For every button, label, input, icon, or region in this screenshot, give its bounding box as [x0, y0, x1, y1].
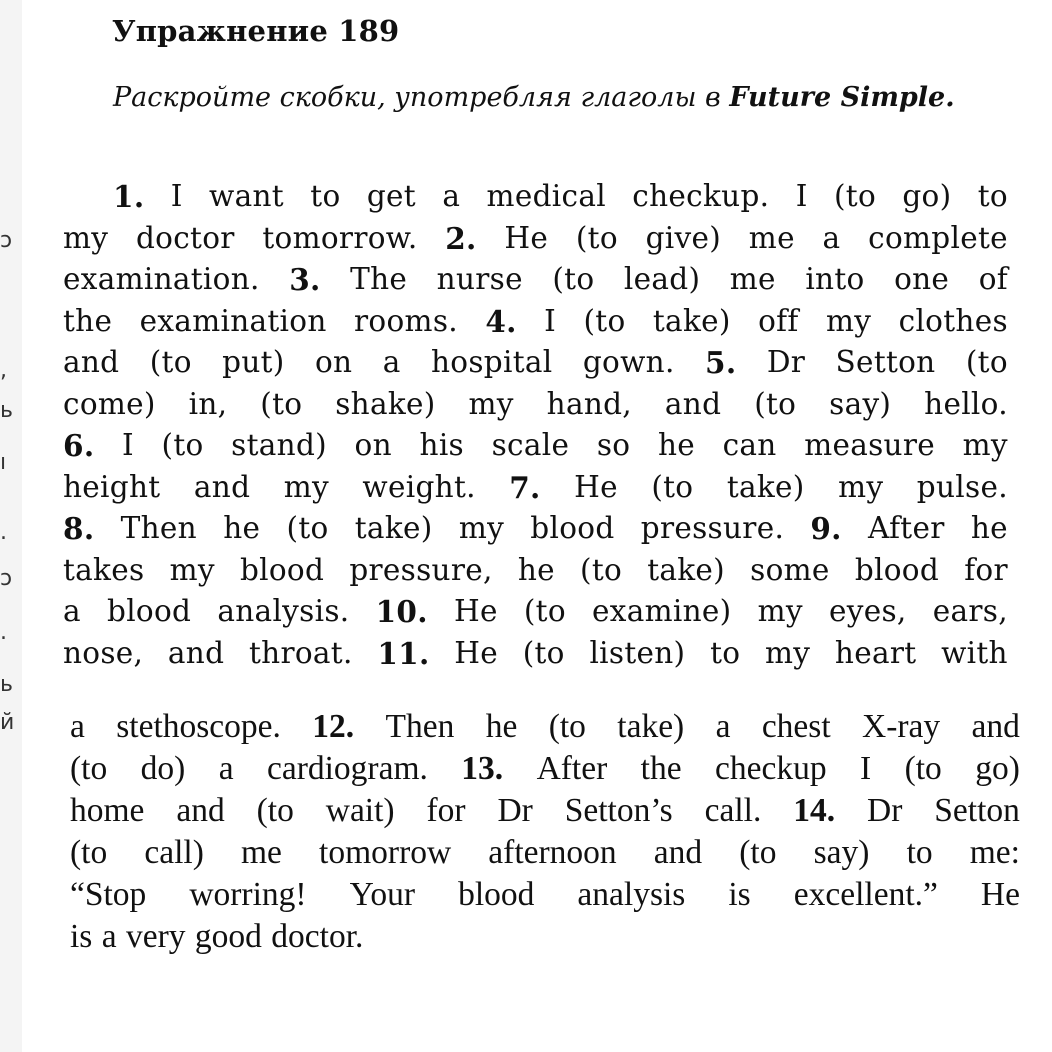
word: He: [454, 635, 499, 670]
word: to: [977, 179, 1008, 213]
word: on: [314, 345, 353, 379]
word: I: [544, 303, 557, 338]
word: so: [596, 428, 631, 462]
instruction-text: Раскройте скобки, употребляя глаголы в: [113, 82, 721, 113]
word: stethoscope.: [116, 708, 281, 745]
word: stand): [231, 428, 327, 462]
margin-mark: ь: [0, 398, 13, 423]
word: a: [442, 179, 461, 213]
word: (to: [70, 834, 108, 871]
word: (to: [575, 220, 618, 255]
word: (to: [754, 386, 797, 421]
word: very: [125, 918, 186, 955]
word: and: [63, 345, 120, 379]
word: He: [453, 594, 498, 628]
word: analysis.: [217, 594, 350, 628]
word: a: [70, 708, 85, 745]
word: (to: [548, 708, 586, 745]
word: shake): [335, 386, 436, 421]
word: pressure,: [349, 552, 493, 587]
word: blood: [854, 552, 940, 587]
item-number: 3.: [289, 262, 321, 297]
word: scale: [491, 428, 570, 462]
word: go): [975, 750, 1020, 787]
word: a: [715, 708, 731, 745]
text-line: [63, 591, 1008, 633]
word: Dr: [867, 792, 903, 829]
word: me: [729, 262, 776, 296]
word: (to: [260, 386, 303, 421]
word: blood: [458, 876, 535, 913]
text-line: [63, 301, 1008, 343]
text-line: [70, 790, 1020, 832]
word: chest: [761, 708, 831, 745]
word: pulse.: [916, 469, 1008, 504]
word: give): [645, 220, 722, 255]
word: Dr: [497, 792, 533, 829]
text-line: [70, 916, 1020, 958]
item-number: 11.: [377, 635, 430, 671]
word: eyes,: [828, 594, 907, 628]
word: he: [223, 511, 261, 545]
word: He: [504, 220, 549, 255]
margin-mark: ɔ: [0, 566, 13, 591]
word: the: [640, 750, 682, 787]
word: Then: [120, 511, 197, 545]
word: my: [169, 552, 215, 587]
item-number: 9.: [810, 511, 842, 546]
word: on: [354, 428, 392, 462]
word: Setton: [835, 345, 936, 379]
text-line: [63, 467, 1008, 509]
word: and: [193, 469, 251, 504]
word: Dr: [766, 345, 806, 379]
margin-mark: ı: [0, 450, 7, 475]
word: Setton: [934, 792, 1020, 829]
word: tomorrow.: [262, 220, 418, 255]
word: good: [194, 918, 262, 955]
text-line: [70, 706, 1020, 748]
word: (to: [739, 834, 777, 871]
word: can: [722, 428, 777, 462]
word: examination.: [63, 262, 260, 296]
word: go): [902, 179, 952, 213]
word: and: [971, 708, 1020, 745]
word: into: [805, 262, 865, 296]
word: my: [962, 428, 1008, 462]
item-number: 8.: [63, 511, 95, 546]
word: doctor.: [271, 918, 364, 955]
word: for: [964, 552, 1008, 587]
word: (to: [552, 262, 595, 296]
word: me: [748, 220, 795, 255]
word: a: [101, 918, 117, 955]
text-line: [63, 508, 1008, 550]
word: I: [860, 750, 872, 787]
item-number: 13.: [461, 750, 504, 787]
word: I: [170, 179, 183, 213]
word: my: [764, 635, 811, 670]
word: (to: [904, 750, 942, 787]
word: height: [63, 469, 161, 504]
text-line: [63, 550, 1008, 592]
margin-mark: ,: [0, 358, 7, 383]
word: takes: [63, 552, 145, 587]
word: tomorrow: [319, 834, 452, 871]
word: my: [825, 303, 872, 338]
word: off: [758, 303, 799, 338]
word: clothes: [898, 303, 1008, 338]
word: his: [419, 428, 464, 462]
word: doctor: [135, 220, 235, 255]
word: and: [664, 386, 722, 421]
word: say): [813, 834, 870, 871]
item-number: 2.: [445, 220, 477, 256]
word: nurse: [436, 262, 523, 296]
word: pressure.: [640, 511, 785, 545]
word: He: [980, 876, 1020, 913]
word: a: [822, 220, 841, 255]
word: I: [122, 428, 134, 462]
word: weight.: [362, 469, 476, 504]
word: he: [485, 708, 518, 745]
word: my: [468, 386, 514, 421]
word: and: [653, 834, 703, 871]
word: to: [906, 834, 933, 871]
word: in,: [188, 386, 228, 421]
word: lead): [623, 262, 701, 296]
word: medical: [486, 179, 606, 213]
word: he: [657, 428, 695, 462]
word: one: [894, 262, 950, 296]
instruction-emphasis: Future Simple.: [729, 82, 955, 113]
word: worring!: [189, 876, 307, 913]
left-margin-bleed: [0, 0, 22, 1052]
item-number: 1.: [113, 179, 145, 214]
word: examination: [139, 303, 327, 338]
word: come): [63, 386, 156, 421]
word: hello.: [924, 386, 1008, 421]
word: blood: [530, 511, 615, 545]
word: (to: [580, 552, 623, 587]
word: afternoon: [488, 834, 617, 871]
text-line: [63, 425, 1008, 467]
word: to: [310, 179, 341, 213]
word: (to: [149, 345, 192, 379]
word: Your: [349, 876, 416, 913]
word: Setton’s: [564, 792, 673, 829]
word: The: [350, 262, 408, 296]
word: ears,: [932, 594, 1008, 628]
word: call.: [704, 792, 762, 829]
word: I: [795, 179, 808, 213]
word: me:: [969, 834, 1020, 871]
word: some: [750, 552, 830, 587]
text-line: [70, 832, 1020, 874]
word: a: [382, 345, 401, 379]
word: throat.: [248, 635, 353, 670]
item-number: 4.: [485, 303, 517, 339]
word: take): [647, 552, 725, 587]
word: take): [726, 469, 805, 504]
word: he: [517, 552, 555, 587]
exercise-text-part2: [70, 706, 1020, 958]
item-number: 12.: [312, 708, 355, 745]
word: hand,: [546, 386, 632, 421]
word: examine): [592, 594, 732, 628]
word: my: [458, 511, 505, 545]
text-line: [63, 633, 1008, 675]
word: cardiogram.: [266, 750, 428, 787]
word: X-ray: [862, 708, 941, 745]
text-line: [63, 384, 1008, 426]
item-number: 6.: [63, 428, 95, 463]
text-line: [63, 176, 1008, 218]
word: After: [868, 511, 945, 545]
word: take): [617, 708, 685, 745]
margin-mark: й: [0, 710, 15, 735]
exercise-text-part1: [63, 176, 1008, 674]
word: blood: [239, 552, 325, 587]
word: Then: [385, 708, 455, 745]
word: (to: [286, 511, 329, 545]
word: listen): [589, 635, 686, 670]
word: complete: [868, 220, 1008, 255]
word: heart: [834, 635, 917, 670]
word: take): [652, 303, 731, 338]
word: home: [70, 792, 145, 829]
word: After: [536, 750, 608, 787]
word: and: [167, 635, 225, 670]
word: (to: [523, 594, 566, 628]
margin-mark: .: [0, 620, 7, 645]
margin-mark: ь: [0, 672, 13, 697]
word: the: [63, 303, 113, 338]
text-line: [63, 259, 1008, 301]
word: with: [941, 635, 1008, 670]
word: gown.: [582, 345, 675, 379]
word: of: [978, 262, 1008, 296]
word: (to: [70, 750, 108, 787]
word: hospital: [431, 345, 553, 379]
word: a: [63, 594, 81, 628]
word: wait): [325, 792, 395, 829]
margin-mark: ɔ: [0, 228, 13, 253]
exercise-title: Упражнение 189: [112, 14, 400, 48]
word: me: [240, 834, 282, 871]
text-line: [63, 342, 1008, 384]
word: my: [757, 594, 803, 628]
word: (to: [522, 635, 565, 670]
word: and: [176, 792, 225, 829]
word: call): [144, 834, 204, 871]
word: (to: [651, 469, 694, 504]
text-line: [70, 874, 1020, 916]
exercise-instruction: [63, 78, 1008, 118]
word: (to: [583, 303, 626, 338]
word: analysis: [577, 876, 686, 913]
word: put): [222, 345, 285, 379]
item-number: 10.: [375, 594, 428, 629]
word: my: [838, 469, 884, 504]
word: rooms.: [354, 303, 458, 338]
word: excellent.”: [793, 876, 938, 913]
word: he: [970, 511, 1008, 545]
word: is: [728, 876, 751, 913]
word: checkup: [715, 750, 827, 787]
word: (to: [161, 428, 204, 462]
text-line: [63, 218, 1008, 260]
item-number: 5.: [705, 345, 737, 380]
item-number: 7.: [509, 469, 541, 505]
word: do): [140, 750, 186, 787]
word: my: [283, 469, 329, 504]
word: (to: [256, 792, 294, 829]
word: for: [426, 792, 466, 829]
word: blood: [107, 594, 192, 628]
word: my: [63, 220, 109, 255]
word: “Stop: [70, 876, 147, 913]
word: get: [366, 179, 416, 213]
word: to: [710, 635, 741, 670]
word: measure: [804, 428, 936, 462]
word: say): [829, 386, 892, 421]
word: (to: [965, 345, 1008, 379]
word: nose,: [63, 635, 144, 670]
word: a: [218, 750, 234, 787]
word: take): [354, 511, 433, 545]
word: (to: [833, 179, 877, 213]
word: He: [574, 469, 618, 504]
word: want: [209, 179, 284, 213]
word: is: [70, 918, 93, 955]
text-line: [70, 748, 1020, 790]
item-number: 14.: [793, 792, 836, 829]
word: checkup.: [632, 179, 770, 213]
margin-mark: .: [0, 520, 7, 545]
